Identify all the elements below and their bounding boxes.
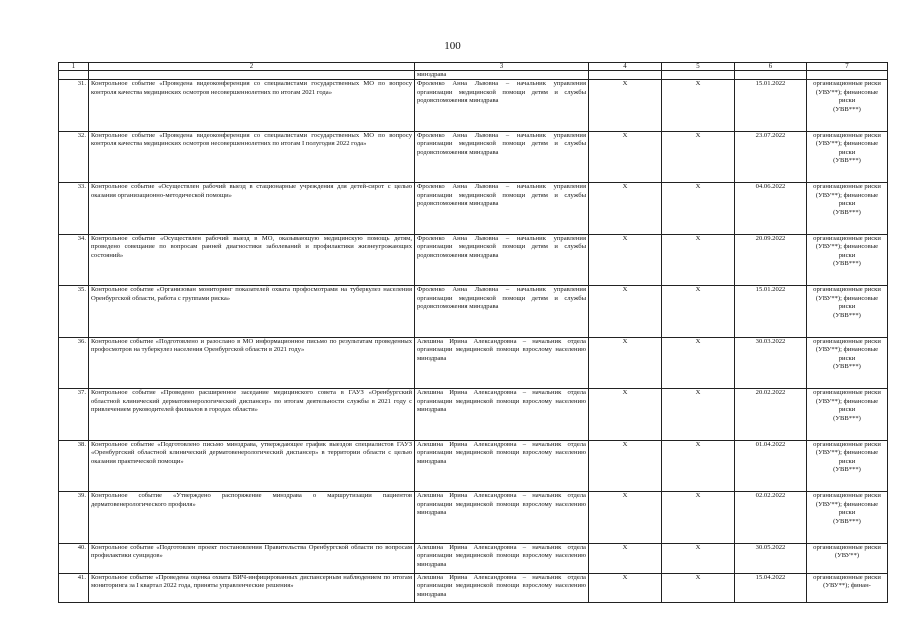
page-number: 100 (444, 40, 461, 52)
responsible-person: Алешина Ирина Александровна – начальник отдела организации медицинской помощи взрослому населению минздрава (415, 389, 589, 441)
event-date: 20.09.2022 (735, 234, 807, 286)
row-number: 37. (59, 389, 89, 441)
event-description: Контрольное событие «Подготовлено письмо минздрава, утверждающее график выездов специалистов ГАУЗ «Оренбургский областной клинический дерматовенерологический диспансер» в территории области с целью оказания практической помощи» (89, 440, 415, 492)
col4-mark: X (589, 337, 662, 389)
event-description: Контрольное событие «Осуществлен рабочий выезд в стационарные учреждения для детей-сирот с целью оказания организационно-методической помощи» (89, 183, 415, 235)
row-number: 41. (59, 573, 89, 602)
col4-mark: X (589, 573, 662, 602)
table-row (59, 183, 888, 235)
table-row (59, 80, 888, 132)
table-row (59, 337, 888, 389)
col4-mark: X (589, 183, 662, 235)
event-date: 04.06.2022 (735, 183, 807, 235)
responsible-person: Фроленко Анна Львовна – начальник управления организации медицинской помощи детям и службы родовспоможения минздрава (415, 234, 589, 286)
col5-mark: X (662, 80, 735, 132)
event-date: 30.05.2022 (735, 543, 807, 573)
event-description: Контрольное событие «Организован мониторинг показателей охвата профосмотрами на туберкулез населения Оренбургской области, работа с группами риска» (89, 286, 415, 338)
table-row (59, 131, 888, 183)
col5-mark: X (662, 389, 735, 441)
event-date: 15.01.2022 (735, 286, 807, 338)
event-date: 02.02.2022 (735, 492, 807, 544)
event-date: 15.04.2022 (735, 573, 807, 602)
risks: организационные риски (УВУ**); финансовые риски (УВВ***) (813, 234, 881, 268)
table-row (59, 543, 888, 573)
row-number: 36. (59, 337, 89, 389)
responsible-person: Фроленко Анна Львовна – начальник управления организации медицинской помощи детям и службы родовспоможения минздрава (415, 183, 589, 235)
event-date: 30.03.2022 (735, 337, 807, 389)
row-number: 34. (59, 234, 89, 286)
row-number: 32. (59, 131, 89, 183)
row-number: 38. (59, 440, 89, 492)
event-description: Контрольное событие «Подготовлено и разослано в МО информационное письмо по результатам проведенных профосмотров на туберкулез населения Оренбургской области в 2021 году» (89, 337, 415, 389)
col4-mark: X (589, 234, 662, 286)
col5-mark: X (662, 543, 735, 573)
row-number: 40. (59, 543, 89, 573)
responsible-person: Фроленко Анна Львовна – начальник управления организации медицинской помощи детям и службы родовспоможения минздрава (415, 80, 589, 132)
risks: организационные риски (УВУ**); финансовые риски (УВВ***) (813, 440, 881, 474)
col4-mark: X (589, 80, 662, 132)
responsible-person: Алешина Ирина Александровна – начальник отдела организации медицинской помощи взрослому населению минздрава (415, 492, 589, 544)
col4-mark: X (589, 286, 662, 338)
col4-mark: X (589, 440, 662, 492)
row-number: 35. (59, 286, 89, 338)
risks: организационные риски (УВУ**); финансовые риски (УВВ***) (813, 337, 881, 371)
risks: организационные риски (УВУ**); финансовые риски (УВВ***) (813, 183, 881, 216)
event-description: Контрольное событие «Осуществлен рабочий выезд в МО, оказывающую медицинскую помощь детям, проведено совещание по вопросам ранней диагностики заболеваний и профилактики жизнеугрожающих состояний» (89, 234, 415, 286)
event-description: Контрольное событие «Проведена оценка охвата ВИЧ-инфицированных диспансерным наблюдением по итогам мониторинга за I квартал 2022 года, приняты управленческие решения» (89, 573, 415, 602)
risks: организационные риски (УВУ**) (813, 543, 881, 560)
table-row (59, 440, 888, 492)
risks: организационные риски (УВУ**); финансовые риски (УВВ***) (813, 492, 881, 525)
column-header: 5 (662, 63, 735, 71)
continuation-row (59, 71, 888, 80)
col5-mark: X (662, 492, 735, 544)
column-header: 6 (735, 63, 807, 71)
event-description: Контрольное событие «Подготовлен проект постановления Правительства Оренбургской области по вопросам профилактики суицидов» (89, 543, 415, 573)
col5-mark: X (662, 337, 735, 389)
column-number-header-row (59, 63, 888, 71)
col5-mark: X (662, 183, 735, 235)
row-number: 33. (59, 183, 89, 235)
col5-mark: X (662, 286, 735, 338)
col5-mark: X (662, 131, 735, 183)
risks: организационные риски (УВУ**); финан- (813, 573, 881, 590)
event-description: Контрольное событие «Утверждено распоряжение минздрава о маршрутизации пациентов дерматовенерологического профиля» (89, 492, 415, 544)
responsible-person: Фроленко Анна Львовна – начальник управления организации медицинской помощи детям и службы родовспоможения минздрава (415, 131, 589, 183)
event-date: 15.01.2022 (735, 80, 807, 132)
risks: организационные риски (УВУ**); финансовые риски (УВВ***) (813, 389, 881, 422)
column-header: 3 (415, 63, 589, 71)
table-row (59, 234, 888, 286)
row-number: 39. (59, 492, 89, 544)
event-description: Контрольное событие «Проведена видеоконференция со специалистами государственных МО по вопросу контроля качества медицинских осмотров несовершеннолетних по итогам I полугодия 2022 года» (89, 131, 415, 183)
responsible-person: Алешина Ирина Александровна – начальник отдела организации медицинской помощи взрослому населению минздрава (415, 440, 589, 492)
col5-mark: X (662, 440, 735, 492)
event-date: 20.02.2022 (735, 389, 807, 441)
column-header: 1 (59, 63, 89, 71)
responsible-person: Алешина Ирина Александровна – начальник отдела организации медицинской помощи взрослому населению минздрава (415, 573, 589, 602)
col5-mark: X (662, 234, 735, 286)
table-row (59, 492, 888, 544)
responsible-person: Алешина Ирина Александровна – начальник отдела организации медицинской помощи взрослому населению минздрава (415, 337, 589, 389)
col4-mark: X (589, 543, 662, 573)
risks: организационные риски (УВУ**); финансовые риски (УВВ***) (813, 286, 881, 319)
row-number: 31. (59, 80, 89, 132)
table-row (59, 573, 888, 602)
event-date: 01.04.2022 (735, 440, 807, 492)
table-row (59, 389, 888, 441)
table-row (59, 286, 888, 338)
control-events-table (58, 62, 888, 603)
col5-mark: X (662, 573, 735, 602)
event-description: Контрольное событие «Проведена видеоконференция со специалистами государственных МО по вопросу контроля качества медицинских осмотров несовершеннолетних по итогам 2021 года» (89, 80, 415, 132)
column-header: 4 (589, 63, 662, 71)
responsible-person: Алешина Ирина Александровна – начальник отдела организации медицинской помощи взрослому населению минздрава (415, 543, 589, 573)
risks: организационные риски (УВУ**); финансовые риски (УВВ***) (813, 131, 881, 165)
responsible-person: Фроленко Анна Львовна – начальник управления организации медицинской помощи детям и службы родовспоможения минздрава (415, 286, 589, 338)
col4-mark: X (589, 131, 662, 183)
col4-mark: X (589, 389, 662, 441)
event-description: Контрольное событие «Проведено расширенное заседание медицинского совета в ГАУЗ «Оренбургский областной клинический дерматовенерологический диспансер» по итогам деятельности службы в 2021 году с привлечением руководителей филиалов в городах области» (89, 389, 415, 441)
continuation-text: минздрава (415, 71, 589, 80)
col4-mark: X (589, 492, 662, 544)
column-header: 2 (89, 63, 415, 71)
event-date: 23.07.2022 (735, 131, 807, 183)
column-header: 7 (807, 63, 888, 71)
risks: организационные риски (УВУ**); финансовые риски (УВВ***) (813, 80, 881, 113)
